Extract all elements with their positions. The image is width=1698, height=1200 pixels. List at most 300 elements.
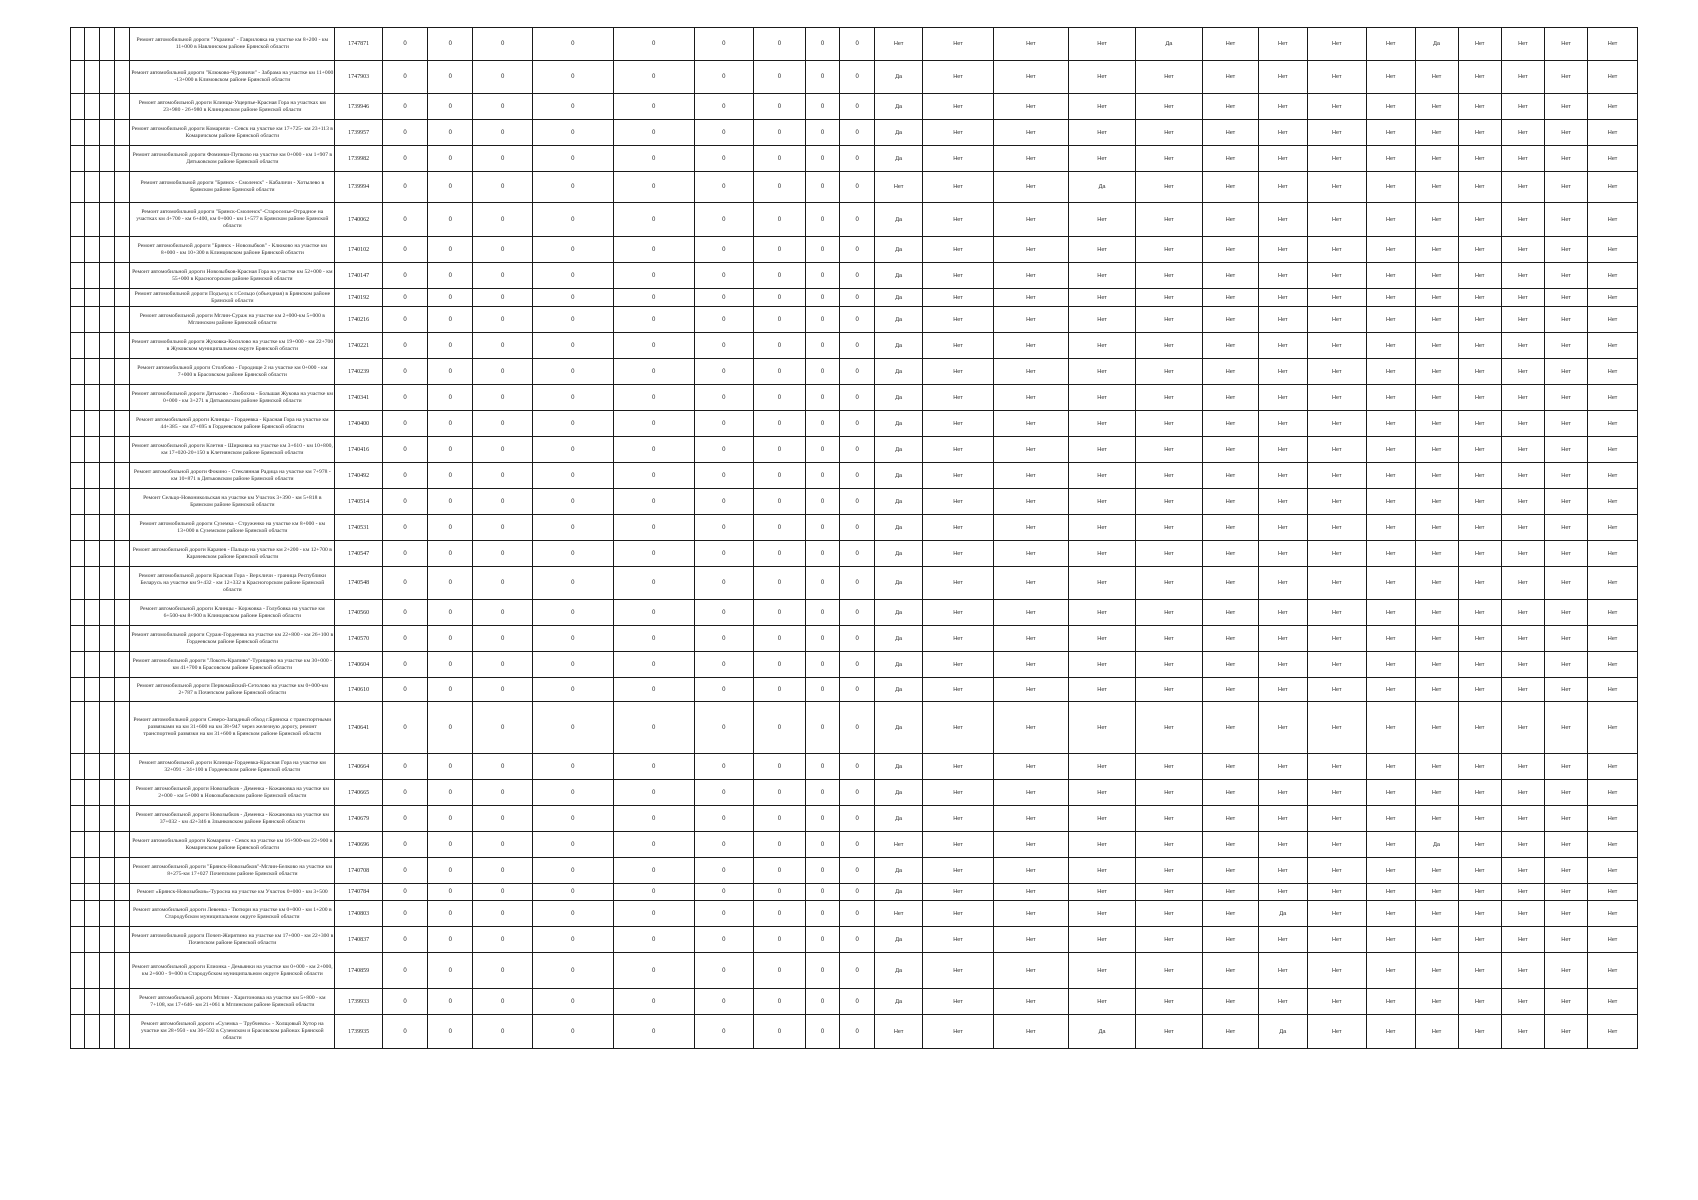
empty-cell xyxy=(85,541,100,567)
zero-value-cell: 0 xyxy=(613,489,694,515)
empty-cell xyxy=(85,61,100,94)
row-id: 1740708 xyxy=(335,858,382,884)
empty-cell xyxy=(71,702,85,754)
zero-value-cell: 0 xyxy=(613,541,694,567)
flag-cell: Нет xyxy=(1588,237,1638,263)
flag-cell: Нет xyxy=(1307,953,1366,989)
zero-value-cell: 0 xyxy=(694,754,753,780)
flag-cell: Нет xyxy=(923,1015,993,1049)
row-id: 1740664 xyxy=(335,754,382,780)
empty-cell xyxy=(71,678,85,702)
flag-cell: Нет xyxy=(1501,901,1544,927)
flag-cell: Нет xyxy=(923,385,993,411)
flag-cell: Нет xyxy=(1136,702,1203,754)
flag-cell: Нет xyxy=(1544,858,1587,884)
flag-cell: Нет xyxy=(1136,463,1203,489)
row-id: 1740239 xyxy=(335,359,382,385)
flag-cell: Нет xyxy=(1136,237,1203,263)
flag-cell: Нет xyxy=(1501,626,1544,652)
flag-cell: Нет xyxy=(1458,858,1501,884)
zero-value-cell: 0 xyxy=(840,600,875,626)
zero-value-cell: 0 xyxy=(754,927,806,953)
zero-value-cell: 0 xyxy=(428,567,473,600)
flag-cell: Да xyxy=(874,463,923,489)
empty-cell xyxy=(100,953,115,989)
row-id: 1740416 xyxy=(335,437,382,463)
flag-cell: Нет xyxy=(1136,832,1203,858)
zero-value-cell: 0 xyxy=(840,515,875,541)
flag-cell: Нет xyxy=(1544,289,1587,307)
zero-value-cell: 0 xyxy=(428,146,473,172)
flag-cell: Нет xyxy=(1307,237,1366,263)
flag-cell: Да xyxy=(874,94,923,120)
zero-value-cell: 0 xyxy=(428,333,473,359)
empty-cell xyxy=(115,989,130,1015)
zero-value-cell: 0 xyxy=(532,263,613,289)
flag-cell: Нет xyxy=(1458,28,1501,61)
flag-cell: Нет xyxy=(1259,237,1308,263)
zero-value-cell: 0 xyxy=(473,359,532,385)
zero-value-cell: 0 xyxy=(805,806,840,832)
row-description: Ремонт автомобильной дороги Комаричи - Севск на участке км 16+900-км 22+900 в Комаричском районе Брянской области xyxy=(130,832,335,858)
empty-cell xyxy=(115,652,130,678)
flag-cell: Нет xyxy=(1458,359,1501,385)
zero-value-cell: 0 xyxy=(694,989,753,1015)
table-row xyxy=(71,953,1638,989)
zero-value-cell: 0 xyxy=(428,780,473,806)
flag-cell: Нет xyxy=(1136,411,1203,437)
row-description: Ремонт автомобильной дороги "Брянск-Смоленск"-Староселье-Отрадное на участках км 4+700 - км 6+400, км 0+000 - км 1+577 в Брянском районе Брянской области xyxy=(130,203,335,237)
flag-cell: Нет xyxy=(1307,172,1366,203)
flag-cell: Нет xyxy=(1544,359,1587,385)
flag-cell: Нет xyxy=(1544,515,1587,541)
zero-value-cell: 0 xyxy=(532,927,613,953)
flag-cell: Нет xyxy=(1366,237,1415,263)
empty-cell xyxy=(115,489,130,515)
flag-cell: Нет xyxy=(1588,567,1638,600)
zero-value-cell: 0 xyxy=(473,411,532,437)
flag-cell: Нет xyxy=(1307,307,1366,333)
zero-value-cell: 0 xyxy=(428,120,473,146)
flag-cell: Нет xyxy=(1307,858,1366,884)
zero-value-cell: 0 xyxy=(805,489,840,515)
flag-cell: Нет xyxy=(1136,172,1203,203)
flag-cell: Нет xyxy=(993,626,1069,652)
empty-cell xyxy=(115,237,130,263)
empty-cell xyxy=(100,203,115,237)
empty-cell xyxy=(85,489,100,515)
flag-cell: Нет xyxy=(1501,832,1544,858)
flag-cell: Нет xyxy=(1544,146,1587,172)
empty-cell xyxy=(71,437,85,463)
flag-cell: Нет xyxy=(1202,858,1258,884)
zero-value-cell: 0 xyxy=(754,263,806,289)
table-row xyxy=(71,884,1638,901)
zero-value-cell: 0 xyxy=(473,927,532,953)
empty-cell xyxy=(115,359,130,385)
flag-cell: Нет xyxy=(1259,678,1308,702)
zero-value-cell: 0 xyxy=(532,28,613,61)
zero-value-cell: 0 xyxy=(428,61,473,94)
zero-value-cell: 0 xyxy=(382,515,427,541)
flag-cell: Нет xyxy=(1415,120,1458,146)
flag-cell: Нет xyxy=(1544,541,1587,567)
flag-cell: Нет xyxy=(1069,754,1136,780)
table-row xyxy=(71,780,1638,806)
flag-cell: Нет xyxy=(1366,263,1415,289)
flag-cell: Нет xyxy=(993,94,1069,120)
flag-cell: Нет xyxy=(1136,203,1203,237)
flag-cell: Нет xyxy=(923,858,993,884)
zero-value-cell: 0 xyxy=(754,411,806,437)
flag-cell: Нет xyxy=(1588,626,1638,652)
zero-value-cell: 0 xyxy=(428,754,473,780)
flag-cell: Нет xyxy=(923,172,993,203)
zero-value-cell: 0 xyxy=(382,832,427,858)
flag-cell: Нет xyxy=(1415,754,1458,780)
table-row xyxy=(71,626,1638,652)
row-description: Ремонт автомобильной дороги Клинцы-Гордеевка-Красная Гора на участке км 32+091 - 34+100 в Гордеевском районе Брянской области xyxy=(130,754,335,780)
zero-value-cell: 0 xyxy=(754,1015,806,1049)
zero-value-cell: 0 xyxy=(694,1015,753,1049)
zero-value-cell: 0 xyxy=(694,953,753,989)
empty-cell xyxy=(115,61,130,94)
flag-cell: Нет xyxy=(1136,94,1203,120)
flag-cell: Да xyxy=(874,806,923,832)
flag-cell: Нет xyxy=(1501,146,1544,172)
flag-cell: Нет xyxy=(993,884,1069,901)
flag-cell: Нет xyxy=(1501,120,1544,146)
flag-cell: Нет xyxy=(1588,289,1638,307)
flag-cell: Нет xyxy=(1307,385,1366,411)
zero-value-cell: 0 xyxy=(382,333,427,359)
zero-value-cell: 0 xyxy=(840,541,875,567)
flag-cell: Нет xyxy=(1259,307,1308,333)
flag-cell: Нет xyxy=(1501,411,1544,437)
flag-cell: Нет xyxy=(1069,333,1136,359)
flag-cell: Нет xyxy=(1544,307,1587,333)
zero-value-cell: 0 xyxy=(754,203,806,237)
flag-cell: Нет xyxy=(1588,146,1638,172)
flag-cell: Нет xyxy=(993,411,1069,437)
flag-cell: Нет xyxy=(1307,652,1366,678)
zero-value-cell: 0 xyxy=(473,754,532,780)
zero-value-cell: 0 xyxy=(428,489,473,515)
flag-cell: Нет xyxy=(1415,289,1458,307)
empty-cell xyxy=(85,626,100,652)
flag-cell: Нет xyxy=(1544,28,1587,61)
zero-value-cell: 0 xyxy=(754,600,806,626)
flag-cell: Нет xyxy=(1259,263,1308,289)
zero-value-cell: 0 xyxy=(694,463,753,489)
empty-cell xyxy=(85,600,100,626)
flag-cell: Нет xyxy=(1544,989,1587,1015)
zero-value-cell: 0 xyxy=(532,359,613,385)
row-description: Ремонт автомобильной дороги "Украина" - Гавриловка на участке км 8+200 - км 11+000 в Навлинском районе Брянской области xyxy=(130,28,335,61)
flag-cell: Нет xyxy=(1544,263,1587,289)
row-id: 1747903 xyxy=(335,61,382,94)
row-id: 1740570 xyxy=(335,626,382,652)
zero-value-cell: 0 xyxy=(532,953,613,989)
zero-value-cell: 0 xyxy=(805,1015,840,1049)
flag-cell: Нет xyxy=(1136,884,1203,901)
table-row xyxy=(71,927,1638,953)
zero-value-cell: 0 xyxy=(840,411,875,437)
flag-cell: Нет xyxy=(1501,172,1544,203)
zero-value-cell: 0 xyxy=(613,385,694,411)
zero-value-cell: 0 xyxy=(613,780,694,806)
flag-cell: Нет xyxy=(923,146,993,172)
flag-cell: Нет xyxy=(1202,120,1258,146)
table-row xyxy=(71,463,1638,489)
zero-value-cell: 0 xyxy=(532,567,613,600)
zero-value-cell: 0 xyxy=(805,541,840,567)
zero-value-cell: 0 xyxy=(754,237,806,263)
zero-value-cell: 0 xyxy=(473,780,532,806)
zero-value-cell: 0 xyxy=(532,600,613,626)
zero-value-cell: 0 xyxy=(694,780,753,806)
flag-cell: Нет xyxy=(1259,626,1308,652)
flag-cell: Нет xyxy=(993,901,1069,927)
flag-cell: Нет xyxy=(1069,411,1136,437)
empty-cell xyxy=(85,359,100,385)
flag-cell: Нет xyxy=(1415,146,1458,172)
flag-cell: Нет xyxy=(1544,678,1587,702)
flag-cell: Нет xyxy=(993,953,1069,989)
flag-cell: Нет xyxy=(923,678,993,702)
flag-cell: Нет xyxy=(1259,385,1308,411)
zero-value-cell: 0 xyxy=(754,120,806,146)
flag-cell: Нет xyxy=(1588,600,1638,626)
zero-value-cell: 0 xyxy=(613,172,694,203)
flag-cell: Нет xyxy=(1259,359,1308,385)
flag-cell: Нет xyxy=(1136,359,1203,385)
flag-cell: Нет xyxy=(1366,858,1415,884)
flag-cell: Нет xyxy=(1588,333,1638,359)
flag-cell: Нет xyxy=(1069,263,1136,289)
zero-value-cell: 0 xyxy=(805,858,840,884)
flag-cell: Нет xyxy=(1366,600,1415,626)
zero-value-cell: 0 xyxy=(613,626,694,652)
flag-cell: Нет xyxy=(1069,989,1136,1015)
zero-value-cell: 0 xyxy=(694,263,753,289)
table-row xyxy=(71,858,1638,884)
flag-cell: Нет xyxy=(1415,1015,1458,1049)
flag-cell: Да xyxy=(874,567,923,600)
zero-value-cell: 0 xyxy=(805,307,840,333)
flag-cell: Нет xyxy=(1544,702,1587,754)
zero-value-cell: 0 xyxy=(694,515,753,541)
empty-cell xyxy=(100,567,115,600)
flag-cell: Нет xyxy=(1069,437,1136,463)
flag-cell: Нет xyxy=(923,541,993,567)
flag-cell: Нет xyxy=(993,702,1069,754)
flag-cell: Нет xyxy=(1415,678,1458,702)
empty-cell xyxy=(71,780,85,806)
flag-cell: Нет xyxy=(1501,359,1544,385)
zero-value-cell: 0 xyxy=(613,515,694,541)
empty-cell xyxy=(71,901,85,927)
zero-value-cell: 0 xyxy=(382,307,427,333)
flag-cell: Нет xyxy=(993,120,1069,146)
flag-cell: Нет xyxy=(1069,237,1136,263)
zero-value-cell: 0 xyxy=(382,678,427,702)
empty-cell xyxy=(85,927,100,953)
flag-cell: Нет xyxy=(1458,437,1501,463)
row-description: Ремонт автомобильной дороги Красная Гора - Верхличи - граница Республики Беларусь на участке км 9+432 - км 12+332 в Красногорском районе Брянской области xyxy=(130,567,335,600)
flag-cell: Нет xyxy=(993,927,1069,953)
flag-cell: Нет xyxy=(1588,515,1638,541)
flag-cell: Нет xyxy=(993,832,1069,858)
flag-cell: Нет xyxy=(1136,901,1203,927)
flag-cell: Нет xyxy=(1259,203,1308,237)
zero-value-cell: 0 xyxy=(382,120,427,146)
zero-value-cell: 0 xyxy=(805,678,840,702)
empty-cell xyxy=(115,307,130,333)
flag-cell: Да xyxy=(874,927,923,953)
empty-cell xyxy=(100,61,115,94)
flag-cell: Нет xyxy=(1069,146,1136,172)
flag-cell: Нет xyxy=(1069,652,1136,678)
flag-cell: Да xyxy=(1415,28,1458,61)
table-row xyxy=(71,541,1638,567)
flag-cell: Нет xyxy=(1458,780,1501,806)
flag-cell: Нет xyxy=(993,263,1069,289)
flag-cell: Нет xyxy=(1307,289,1366,307)
empty-cell xyxy=(71,359,85,385)
empty-cell xyxy=(100,600,115,626)
zero-value-cell: 0 xyxy=(754,289,806,307)
flag-cell: Нет xyxy=(1366,437,1415,463)
flag-cell: Нет xyxy=(923,489,993,515)
zero-value-cell: 0 xyxy=(805,515,840,541)
flag-cell: Нет xyxy=(1307,754,1366,780)
flag-cell: Да xyxy=(874,989,923,1015)
row-id: 1740192 xyxy=(335,289,382,307)
empty-cell xyxy=(100,754,115,780)
zero-value-cell: 0 xyxy=(840,120,875,146)
row-description: Ремонт автомобильной дороги Фокино - Стеклянная Радица на участке км 7+978 - км 10+871 в Дятьковском районе Брянской области xyxy=(130,463,335,489)
flag-cell: Нет xyxy=(1458,678,1501,702)
empty-cell xyxy=(71,61,85,94)
flag-cell: Нет xyxy=(1588,754,1638,780)
flag-cell: Нет xyxy=(1136,754,1203,780)
flag-cell: Нет xyxy=(993,333,1069,359)
empty-cell xyxy=(100,884,115,901)
flag-cell: Нет xyxy=(993,289,1069,307)
zero-value-cell: 0 xyxy=(428,858,473,884)
zero-value-cell: 0 xyxy=(805,263,840,289)
flag-cell: Нет xyxy=(923,307,993,333)
empty-cell xyxy=(115,626,130,652)
flag-cell: Нет xyxy=(1202,263,1258,289)
empty-cell xyxy=(115,203,130,237)
flag-cell: Нет xyxy=(923,702,993,754)
flag-cell: Нет xyxy=(1307,515,1366,541)
zero-value-cell: 0 xyxy=(382,463,427,489)
empty-cell xyxy=(85,94,100,120)
flag-cell: Нет xyxy=(1136,333,1203,359)
flag-cell: Нет xyxy=(1501,652,1544,678)
zero-value-cell: 0 xyxy=(473,541,532,567)
flag-cell: Нет xyxy=(1458,333,1501,359)
flag-cell: Нет xyxy=(1366,411,1415,437)
table-row xyxy=(71,901,1638,927)
zero-value-cell: 0 xyxy=(473,263,532,289)
zero-value-cell: 0 xyxy=(805,780,840,806)
flag-cell: Нет xyxy=(923,515,993,541)
row-description: Ремонт автомобильной дороги Левенка - Тютюри на участке км 0+000 - км 1+200 в Стародубском муниципальном округе Брянской области xyxy=(130,901,335,927)
flag-cell: Нет xyxy=(1202,927,1258,953)
flag-cell: Нет xyxy=(1307,333,1366,359)
empty-cell xyxy=(71,515,85,541)
zero-value-cell: 0 xyxy=(473,1015,532,1049)
flag-cell: Нет xyxy=(1501,806,1544,832)
zero-value-cell: 0 xyxy=(805,600,840,626)
flag-cell: Нет xyxy=(1588,489,1638,515)
zero-value-cell: 0 xyxy=(473,567,532,600)
zero-value-cell: 0 xyxy=(805,359,840,385)
flag-cell: Нет xyxy=(1501,702,1544,754)
flag-cell: Нет xyxy=(1202,28,1258,61)
flag-cell: Нет xyxy=(1069,806,1136,832)
flag-cell: Нет xyxy=(1501,437,1544,463)
flag-cell: Нет xyxy=(1307,203,1366,237)
flag-cell: Нет xyxy=(1069,702,1136,754)
empty-cell xyxy=(71,1015,85,1049)
flag-cell: Нет xyxy=(1458,411,1501,437)
flag-cell: Нет xyxy=(1415,203,1458,237)
zero-value-cell: 0 xyxy=(382,1015,427,1049)
row-description: Ремонт автомобильной дороги Сураж-Гордеевка на участке км 22+800 - км 26+100 в Гордеевском районе Брянской области xyxy=(130,626,335,652)
empty-cell xyxy=(100,927,115,953)
flag-cell: Нет xyxy=(1501,28,1544,61)
zero-value-cell: 0 xyxy=(840,626,875,652)
flag-cell: Нет xyxy=(1415,780,1458,806)
flag-cell: Нет xyxy=(1366,146,1415,172)
flag-cell: Нет xyxy=(1588,120,1638,146)
zero-value-cell: 0 xyxy=(613,61,694,94)
empty-cell xyxy=(85,172,100,203)
flag-cell: Нет xyxy=(923,567,993,600)
row-description: Ремонт автомобильной дороги Клинцы-Ущерпье-Красная Гора на участках км 23+980 - 26+980 в Клинцовском районе Брянской области xyxy=(130,94,335,120)
empty-cell xyxy=(100,678,115,702)
flag-cell: Нет xyxy=(1136,307,1203,333)
flag-cell: Нет xyxy=(1501,263,1544,289)
flag-cell: Нет xyxy=(993,359,1069,385)
flag-cell: Нет xyxy=(993,489,1069,515)
flag-cell: Нет xyxy=(993,652,1069,678)
flag-cell: Нет xyxy=(1588,359,1638,385)
flag-cell: Нет xyxy=(1202,754,1258,780)
zero-value-cell: 0 xyxy=(694,702,753,754)
zero-value-cell: 0 xyxy=(532,806,613,832)
zero-value-cell: 0 xyxy=(382,237,427,263)
flag-cell: Нет xyxy=(1202,901,1258,927)
zero-value-cell: 0 xyxy=(473,120,532,146)
flag-cell: Нет xyxy=(1415,263,1458,289)
flag-cell: Нет xyxy=(993,146,1069,172)
zero-value-cell: 0 xyxy=(805,437,840,463)
flag-cell: Нет xyxy=(923,754,993,780)
flag-cell: Нет xyxy=(1501,780,1544,806)
flag-cell: Нет xyxy=(1458,120,1501,146)
zero-value-cell: 0 xyxy=(532,515,613,541)
zero-value-cell: 0 xyxy=(754,172,806,203)
empty-cell xyxy=(71,489,85,515)
zero-value-cell: 0 xyxy=(613,437,694,463)
flag-cell: Нет xyxy=(993,567,1069,600)
